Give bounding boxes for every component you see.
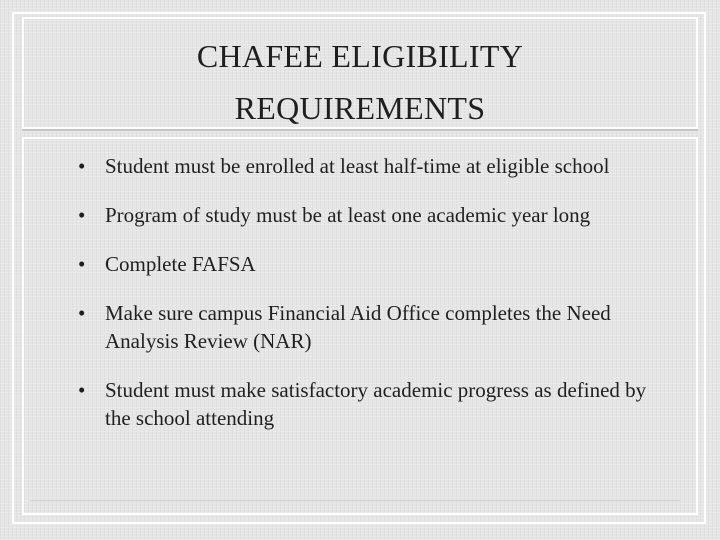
content-divider — [30, 500, 680, 501]
slide-title-line-2: REQUIREMENTS — [234, 90, 486, 126]
bullet-item — [78, 152, 648, 180]
bullet-dot-icon: • — [78, 154, 86, 178]
bullet-text: Student must make satisfactory academic progress as defined by the school attending — [105, 378, 647, 430]
bullet-list — [78, 152, 648, 453]
bullet-text: Program of study must be at least one academic year long — [105, 203, 591, 227]
bullet-dot-icon: • — [78, 301, 86, 325]
bullet-dot-icon: • — [78, 378, 86, 402]
bullet-dot-icon: • — [78, 252, 86, 276]
bullet-item — [78, 299, 648, 355]
slide-title — [22, 30, 698, 134]
bullet-text: Make sure campus Financial Aid Office completes the Need Analysis Review (NAR) — [105, 301, 611, 353]
bullet-dot-icon: • — [78, 203, 86, 227]
bullet-item — [78, 376, 648, 432]
bullet-text: Complete FAFSA — [105, 252, 256, 276]
bullet-item — [78, 250, 648, 278]
bullet-item — [78, 201, 648, 229]
bullet-text: Student must be enrolled at least half-time at eligible school — [105, 154, 610, 178]
slide-title-line-1: CHAFEE ELIGIBILITY — [196, 38, 524, 74]
